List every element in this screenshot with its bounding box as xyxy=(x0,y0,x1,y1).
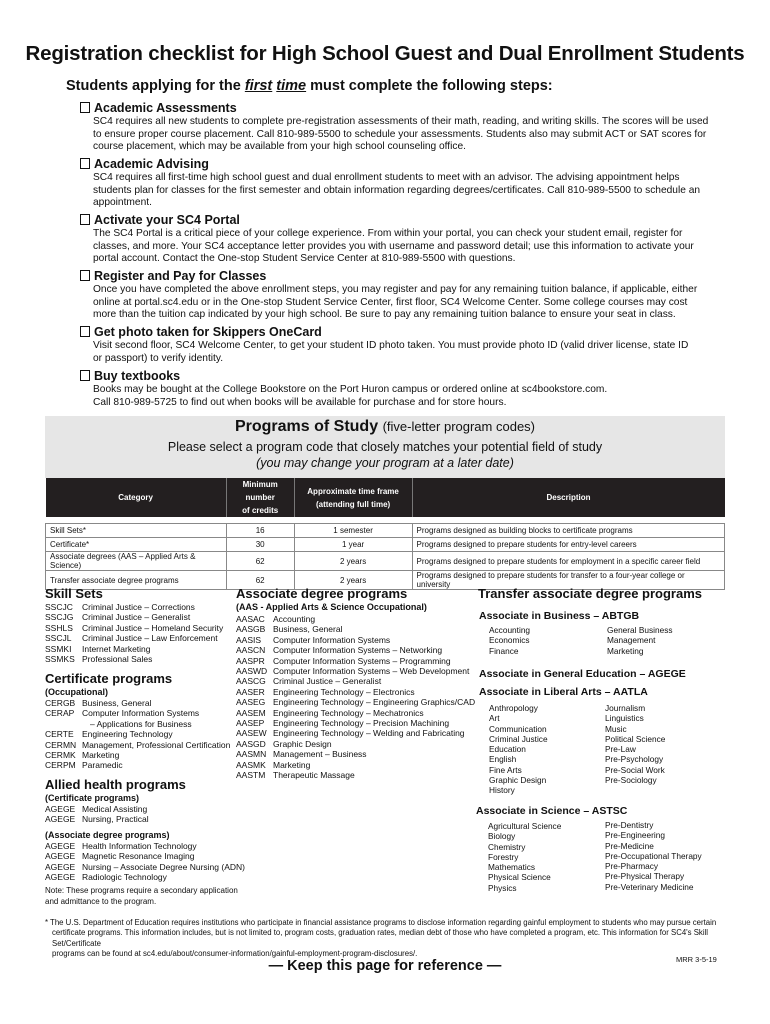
programs-instruction: Please select a program code that closely matches your potential field of study xyxy=(167,440,603,454)
list-item: Economics xyxy=(489,635,530,646)
program-code: SSMKS xyxy=(45,654,75,665)
step-line: or passport) to verify identity. xyxy=(93,352,224,364)
list-item: Anthropology xyxy=(489,703,538,713)
list-item: Chemistry xyxy=(488,841,526,852)
allied-cert-subheading: (Certificate programs) xyxy=(45,793,140,803)
list-item xyxy=(236,687,475,697)
programs-instruction-note: (you may change your program at a later date) xyxy=(256,456,514,470)
associate-subheading: (AAS - Applied Arts & Science Occupational) xyxy=(236,602,427,612)
cell-description: Programs designed to prepare students for entry-level careers xyxy=(412,538,724,552)
list-item xyxy=(236,614,475,624)
header-description: Description xyxy=(412,478,724,517)
program-name: Criminal Justice – Homeland Security xyxy=(82,622,224,633)
footnote xyxy=(45,918,725,959)
cell-credits: 30 xyxy=(226,538,294,552)
list-item: Linguistics xyxy=(605,713,644,724)
program-name: Computer Information Systems xyxy=(82,708,200,719)
step-line: portal account. Contact the One-stop Student Service Center at 810-989-5500 with questions. xyxy=(93,253,516,264)
program-code: CERMK xyxy=(45,750,76,761)
list-item: Pre-Social Work xyxy=(605,764,665,775)
list-item: Forestry xyxy=(488,851,519,862)
program-name: Business, General xyxy=(273,624,343,635)
step-line: Books may be bought at the College Bookstore on the Port Huron campus or ordered online at sc4bookstore.com. xyxy=(93,384,608,395)
program-code: AASWD xyxy=(236,666,268,677)
step-line: to ensure proper course placement. Call 810-989-5500 to schedule your assessments. Students also may submit ACT or SAT scores for xyxy=(93,128,707,140)
cell-credits: 62 xyxy=(226,552,294,571)
cell-description: Programs designed as building blocks to certificate programs xyxy=(412,524,724,538)
program-name: Management, Professional Certification xyxy=(82,739,231,750)
certificate-heading: Certificate programs xyxy=(45,671,173,686)
cell-description: Programs designed to prepare students for employment in a specific career field xyxy=(412,552,724,571)
skill-sets-heading: Skill Sets xyxy=(45,586,103,601)
cell-time: 2 years xyxy=(294,571,412,590)
step-line: more than the tuition cap indicated by your high school. Be sure to pay any remaining tuition balance to ensure your seat in class. xyxy=(93,309,676,320)
step-line: SC4 requires all first-time high school guest and dual enrollment students to meet with an advisor. The advising appointment helps xyxy=(93,172,680,183)
header-credits xyxy=(226,478,294,517)
step-academic-advising xyxy=(80,157,209,171)
list-item xyxy=(45,602,223,612)
program-code: SSCJG xyxy=(45,612,74,623)
list-item: Music xyxy=(605,723,627,734)
list-item: Journalism xyxy=(605,703,646,713)
list-item xyxy=(45,719,230,729)
program-code: AASAC xyxy=(236,614,265,624)
list-item xyxy=(45,612,223,622)
list-item: Biology xyxy=(488,831,516,842)
program-code: AASIS xyxy=(236,634,262,645)
list-item: Pre-Veterinary Medicine xyxy=(605,881,694,892)
intro-first: first xyxy=(244,78,273,94)
program-name: Engineering Technology – Electronics xyxy=(273,686,415,697)
program-name: Marketing xyxy=(82,750,120,761)
checkbox-icon[interactable] xyxy=(80,102,90,113)
header-credits-line1: Minimum number xyxy=(242,480,278,502)
list-item: Art xyxy=(489,713,500,724)
liberal-list-left xyxy=(489,703,548,796)
step-line: students plan for classes for the first semester and obtain information regarding degrees/certificates. Call 810-989-5500 to schedule an xyxy=(93,184,701,196)
list-item xyxy=(45,814,149,824)
step-body xyxy=(93,384,733,409)
liberal-heading: Associate in Liberal Arts – AATLA xyxy=(479,686,648,698)
science-list-right xyxy=(605,820,702,892)
header-time xyxy=(294,478,412,517)
associate-heading: Associate degree programs xyxy=(236,586,408,601)
list-item xyxy=(45,841,245,851)
program-code: AGEGE xyxy=(45,872,76,883)
list-item: Communication xyxy=(489,723,547,734)
program-code: CERAP xyxy=(45,708,75,719)
step-body xyxy=(93,284,733,322)
step-body xyxy=(93,228,733,266)
list-item: Pre-Psychology xyxy=(605,754,664,765)
list-item xyxy=(45,633,223,643)
list-item: Pre-Law xyxy=(605,744,636,755)
program-code: AASGD xyxy=(236,738,266,749)
allied-cert-list xyxy=(45,804,149,825)
list-item: English xyxy=(489,754,517,765)
program-name: Accounting xyxy=(273,614,316,624)
checkbox-icon[interactable] xyxy=(80,214,90,225)
program-code: AASEM xyxy=(236,707,266,718)
step-body xyxy=(93,172,733,210)
list-item xyxy=(236,760,475,770)
list-item xyxy=(45,804,149,814)
list-item: Pre-Occupational Therapy xyxy=(605,850,702,861)
checkbox-icon[interactable] xyxy=(80,370,90,381)
list-item: Criminal Justice xyxy=(489,733,548,744)
program-code: AASEG xyxy=(236,697,266,708)
skill-sets-list xyxy=(45,602,223,664)
footnote-line: certificate programs. This information includes, but is not limited to, program costs, graduation rates, median debt of those who have completed a program, etc. This information for SC4's Skill Set/Certificate xyxy=(52,928,709,948)
list-item: Marketing xyxy=(607,645,644,656)
program-name: Professional Sales xyxy=(82,654,153,665)
program-code: AGEGE xyxy=(45,851,76,862)
checkbox-icon[interactable] xyxy=(80,270,90,281)
checkbox-icon[interactable] xyxy=(80,158,90,169)
science-heading: Associate in Science – ASTSC xyxy=(476,805,628,817)
step-line: Visit second floor, SC4 Welcome Center, to get your student ID photo taken. You must provide photo ID (valid driver license, state ID xyxy=(93,340,689,351)
list-item xyxy=(45,851,245,861)
program-name: Therapeutic Massage xyxy=(273,770,355,781)
keep-reference-note: — Keep this page for reference — xyxy=(268,958,502,974)
list-item xyxy=(236,718,475,728)
programs-title-note: (five-letter program codes) xyxy=(382,419,536,434)
program-name: Magnetic Resonance Imaging xyxy=(82,851,195,862)
program-code: SSHLS xyxy=(45,622,73,633)
allied-note-line: Note: These programs require a secondary application xyxy=(45,886,238,895)
step-photo xyxy=(80,325,322,339)
program-code: AASPR xyxy=(236,655,265,666)
list-item: Pre-Pharmacy xyxy=(605,861,659,872)
program-code: AASMK xyxy=(236,759,266,770)
program-name: Engineering Technology – Mechatronics xyxy=(273,707,424,718)
program-name: Criminal Justice – Generalist xyxy=(82,612,191,623)
list-item xyxy=(45,623,223,633)
certificate-list xyxy=(45,698,230,771)
step-textbooks xyxy=(80,369,180,383)
list-item: Accounting xyxy=(489,625,531,635)
cell-credits: 62 xyxy=(226,571,294,590)
list-item: Education xyxy=(489,744,526,755)
list-item xyxy=(45,698,230,708)
list-item: Pre-Medicine xyxy=(605,840,654,851)
program-code: SSCJL xyxy=(45,633,72,644)
program-code: AASER xyxy=(236,686,265,697)
cell-time: 1 year xyxy=(294,538,412,552)
list-item xyxy=(236,749,475,759)
program-name: Paramedic xyxy=(82,760,123,771)
program-code: AGEGE xyxy=(45,861,76,872)
list-item xyxy=(236,770,475,780)
general-heading: Associate in General Education – AGEGE xyxy=(479,668,686,680)
list-item xyxy=(45,760,230,770)
header-time-line2: (attending full time) xyxy=(315,499,391,509)
program-code: CERTE xyxy=(45,729,74,740)
program-name: Engineering Technology – Precision Machining xyxy=(273,718,450,729)
program-name: Computer Information Systems – Networking xyxy=(273,645,443,656)
list-item: Physical Science xyxy=(488,872,551,883)
program-code: AASGB xyxy=(236,624,266,635)
program-code: AGEGE xyxy=(45,814,76,825)
step-line: SC4 requires all new students to complete pre-registration assessments of their math, reading, and writing skills. The scores will be used xyxy=(93,116,709,127)
program-code xyxy=(45,719,82,729)
cell-category: Skill Sets* xyxy=(46,524,227,538)
program-name: Computer Information Systems – Web Development xyxy=(273,666,470,677)
program-name: Health Information Technology xyxy=(82,841,197,851)
list-item xyxy=(45,644,223,654)
form-code: MRR 3-5-19 xyxy=(676,955,717,964)
list-item: Physics xyxy=(488,882,517,893)
program-name: – Applications for Business xyxy=(90,718,192,729)
step-line: Once you have completed the above enrollment steps, you may register and pay for any remaining tuition balance, if applicable, either xyxy=(93,284,698,295)
cell-category: Transfer associate degree programs xyxy=(46,571,227,590)
program-code: AGEGE xyxy=(45,841,76,851)
program-name: Engineering Technology – Welding and Fabricating xyxy=(273,728,465,739)
cell-category: Associate degrees (AAS – Applied Arts & Science) xyxy=(46,552,227,571)
table-row xyxy=(46,524,725,538)
table-row xyxy=(46,538,725,552)
program-name: Criminal Justice – Law Enforcement xyxy=(82,633,218,644)
table-row xyxy=(46,552,725,571)
programs-table xyxy=(45,478,725,590)
step-line: appointment. xyxy=(93,197,152,208)
program-code: CERMN xyxy=(45,739,77,750)
step-body xyxy=(93,340,733,365)
step-title: Buy textbooks xyxy=(94,369,181,383)
program-name: Business, General xyxy=(82,698,152,708)
allied-degree-list xyxy=(45,841,245,883)
step-line: The SC4 Portal is a critical piece of your college experience. From within your portal, you can check your student email, register for xyxy=(93,228,683,239)
transfer-heading: Transfer associate degree programs xyxy=(478,586,702,601)
program-name: Marketing xyxy=(273,759,311,770)
list-item xyxy=(236,708,475,718)
certificate-subheading: (Occupational) xyxy=(45,687,109,697)
list-item: Pre-Dentistry xyxy=(605,820,654,830)
step-line: online at portal.sc4.edu or in the One-stop Student Service Center, first floor, SC4 Welcome Center. Some college courses may cost xyxy=(93,296,688,308)
intro-suffix: must complete the following steps: xyxy=(306,78,553,94)
header-category: Category xyxy=(46,478,227,517)
list-item: Mathematics xyxy=(488,862,536,873)
list-item xyxy=(236,624,475,634)
program-code: SSCJC xyxy=(45,602,73,612)
list-item xyxy=(45,740,230,750)
list-item xyxy=(236,645,475,655)
programs-title xyxy=(45,418,725,436)
program-code: AASCN xyxy=(236,645,266,656)
program-code: AASMN xyxy=(236,749,267,760)
program-name: Computer Information Systems xyxy=(273,634,391,645)
list-item: Agricultural Science xyxy=(488,821,562,831)
business-heading: Associate in Business – ABTGB xyxy=(479,610,640,622)
program-code: CERPM xyxy=(45,760,76,771)
program-code: AASCG xyxy=(236,676,266,687)
step-title: Activate your SC4 Portal xyxy=(94,213,240,227)
page-title: Registration checklist for High School Guest and Dual Enrollment Students xyxy=(25,42,745,65)
program-code: AASTM xyxy=(236,770,266,781)
program-name: Management – Business xyxy=(273,749,367,760)
list-item: Pre-Physical Therapy xyxy=(605,871,685,882)
step-title: Academic Advising xyxy=(94,157,209,171)
list-item xyxy=(45,654,223,664)
program-code: AASEW xyxy=(236,728,267,739)
step-body xyxy=(93,116,733,154)
program-name: Radiologic Technology xyxy=(82,872,167,883)
program-name: Criminal Justice – Corrections xyxy=(82,602,195,612)
step-register-pay xyxy=(80,269,266,283)
program-code: SSMKI xyxy=(45,643,72,654)
cell-description: Programs designed to prepare students for transfer to a four-year college or university xyxy=(412,571,724,590)
list-item xyxy=(236,739,475,749)
program-code: AGEGE xyxy=(45,804,76,814)
list-item xyxy=(236,635,475,645)
program-name: Medical Assisting xyxy=(82,804,148,814)
header-credits-line2: of credits xyxy=(242,506,279,515)
list-item: Pre-Sociology xyxy=(605,775,657,786)
program-code: AASEP xyxy=(236,718,265,729)
list-item: Fine Arts xyxy=(489,764,522,775)
list-item: Graphic Design xyxy=(489,775,547,786)
step-academic-assessments xyxy=(80,101,237,115)
program-code: CERGB xyxy=(45,698,76,708)
step-line: course placement, which may be available from your high school counseling office. xyxy=(93,141,466,152)
program-name: Computer Information Systems – Programming xyxy=(273,655,451,666)
cell-category: Certificate* xyxy=(46,538,227,552)
list-item xyxy=(236,676,475,686)
list-item xyxy=(236,728,475,738)
list-item: History xyxy=(489,785,515,796)
steps-intro xyxy=(66,78,553,94)
allied-note-line: and admittance to the program. xyxy=(45,896,157,906)
step-line: classes, and more. Your SC4 acceptance letter provides you with username and password detail; use this information to activate your xyxy=(93,240,694,252)
program-name: Internet Marketing xyxy=(82,643,151,654)
list-item: Finance xyxy=(489,645,519,656)
list-item: Management xyxy=(607,635,656,646)
table-header-row xyxy=(46,478,725,517)
business-list-right xyxy=(607,625,673,656)
science-list-left xyxy=(488,821,561,893)
allied-degree-subheading: (Associate degree programs) xyxy=(45,830,170,840)
footnote-line: programs can be found at sc4.edu/about/consumer-information/gainful-employment-program-disclosures/. xyxy=(52,948,418,958)
program-name: Criminal Justice – Generalist xyxy=(273,676,382,687)
footnote-line: * The U.S. Department of Education requires institutions who participate in financial assistance programs to disclose information regarding gainful employment to students who may pursue certain xyxy=(45,918,717,927)
list-item xyxy=(236,656,475,666)
list-item xyxy=(45,872,245,882)
list-item: Political Science xyxy=(605,733,666,744)
step-title: Academic Assessments xyxy=(94,101,237,115)
list-item xyxy=(45,862,245,872)
list-item xyxy=(236,666,475,676)
list-item: Pre-Engineering xyxy=(605,830,665,841)
step-line: Call 810-989-5725 to find out when books will be available for purchase and for store hours. xyxy=(93,396,507,408)
program-name: Engineering Technology – Engineering Graphics/CAD xyxy=(273,697,476,708)
program-name: Nursing, Practical xyxy=(82,814,149,825)
cell-time: 2 years xyxy=(294,552,412,571)
program-name: Graphic Design xyxy=(273,738,332,749)
checkbox-icon[interactable] xyxy=(80,326,90,337)
cell-credits: 16 xyxy=(226,524,294,538)
list-item xyxy=(45,708,230,718)
intro-prefix: Students applying for the xyxy=(66,78,245,94)
allied-note xyxy=(45,886,238,907)
intro-time: time xyxy=(276,78,307,94)
associate-list xyxy=(236,614,475,781)
cell-time: 1 semester xyxy=(294,524,412,538)
step-activate-portal xyxy=(80,213,240,227)
business-list-left xyxy=(489,625,530,656)
program-name: Engineering Technology xyxy=(82,729,173,740)
program-name: Nursing – Associate Degree Nursing (ADN) xyxy=(82,861,245,872)
list-item xyxy=(45,750,230,760)
allied-heading: Allied health programs xyxy=(45,777,186,792)
programs-title-text: Programs of Study xyxy=(234,418,379,435)
list-item xyxy=(236,697,475,707)
step-title: Register and Pay for Classes xyxy=(94,269,267,283)
list-item: General Business xyxy=(607,625,673,635)
step-title: Get photo taken for Skippers OneCard xyxy=(94,325,322,339)
header-time-line1: Approximate time frame xyxy=(307,486,399,496)
list-item xyxy=(45,729,230,739)
liberal-list-right xyxy=(605,703,665,785)
